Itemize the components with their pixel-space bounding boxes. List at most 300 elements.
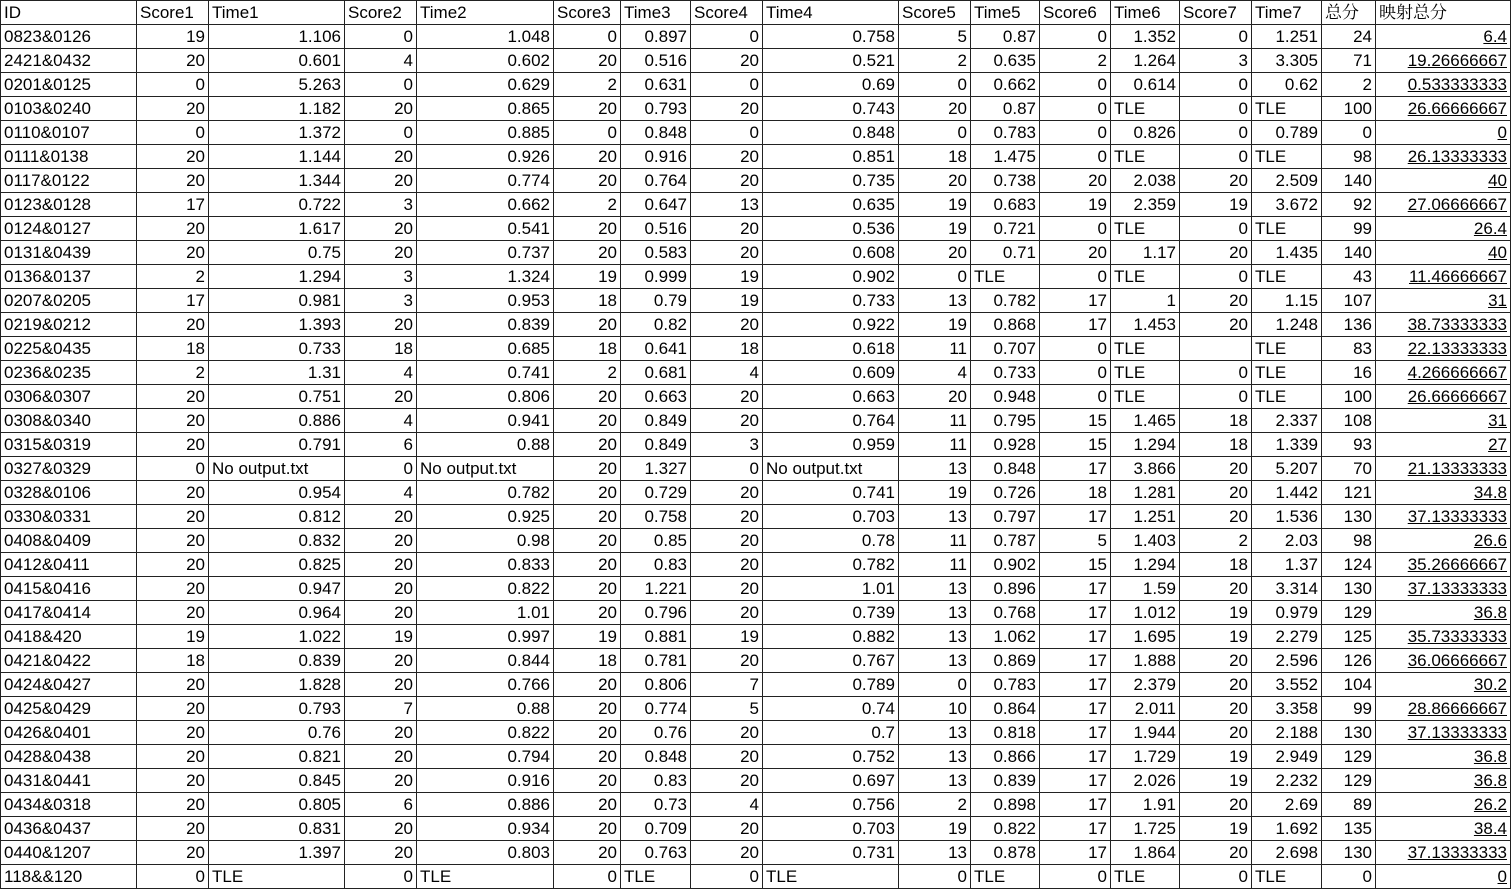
cell-total[interactable]: 70 <box>1322 457 1376 481</box>
cell-time1[interactable]: 5.263 <box>209 73 345 97</box>
cell-score6[interactable]: 17 <box>1040 721 1111 745</box>
cell-score5[interactable]: 2 <box>899 49 971 73</box>
cell-time3[interactable]: 0.793 <box>621 97 691 121</box>
cell-score6[interactable]: 15 <box>1040 433 1111 457</box>
cell-time2[interactable]: 1.324 <box>417 265 554 289</box>
cell-score7[interactable]: 19 <box>1180 625 1252 649</box>
cell-time3[interactable]: 0.516 <box>621 217 691 241</box>
cell-score1[interactable]: 0 <box>137 457 209 481</box>
cell-mapped-total[interactable]: 28.86666667 <box>1376 697 1511 721</box>
cell-time3[interactable]: 1.327 <box>621 457 691 481</box>
cell-score6[interactable]: 17 <box>1040 649 1111 673</box>
cell-time2[interactable]: 0.685 <box>417 337 554 361</box>
cell-score7[interactable]: 20 <box>1180 313 1252 337</box>
cell-score5[interactable]: 13 <box>899 457 971 481</box>
cell-mapped-total[interactable]: 35.26666667 <box>1376 553 1511 577</box>
cell-time2[interactable]: 0.602 <box>417 49 554 73</box>
cell-time7[interactable]: 2.03 <box>1252 529 1322 553</box>
cell-time5[interactable]: 0.782 <box>971 289 1040 313</box>
cell-score2[interactable]: 20 <box>345 97 417 121</box>
cell-score5[interactable]: 13 <box>899 625 971 649</box>
cell-total[interactable]: 99 <box>1322 217 1376 241</box>
cell-time7[interactable]: 1.248 <box>1252 313 1322 337</box>
cell-time3[interactable]: 0.583 <box>621 241 691 265</box>
cell-time7[interactable]: 2.509 <box>1252 169 1322 193</box>
cell-time3[interactable]: 0.774 <box>621 697 691 721</box>
cell-time1[interactable]: 0.751 <box>209 385 345 409</box>
cell-id[interactable]: 0434&0318 <box>1 793 137 817</box>
cell-time7[interactable]: 2.232 <box>1252 769 1322 793</box>
cell-score7[interactable]: 20 <box>1180 841 1252 865</box>
cell-score5[interactable]: 19 <box>899 817 971 841</box>
cell-score1[interactable]: 19 <box>137 25 209 49</box>
cell-score5[interactable]: 0 <box>899 865 971 889</box>
cell-time7[interactable]: 3.672 <box>1252 193 1322 217</box>
cell-score4[interactable]: 20 <box>691 769 763 793</box>
cell-time1[interactable]: 0.947 <box>209 577 345 601</box>
cell-score6[interactable]: 17 <box>1040 841 1111 865</box>
cell-time6[interactable]: 1.352 <box>1111 25 1180 49</box>
cell-time4[interactable]: 0.663 <box>763 385 899 409</box>
cell-time3[interactable]: 0.709 <box>621 817 691 841</box>
cell-score6[interactable]: 17 <box>1040 601 1111 625</box>
column-header-time3[interactable]: Time3 <box>621 1 691 25</box>
cell-score7[interactable]: 20 <box>1180 673 1252 697</box>
cell-time6[interactable]: 1.264 <box>1111 49 1180 73</box>
cell-mapped-total[interactable]: 26.66666667 <box>1376 385 1511 409</box>
cell-id[interactable]: 0306&0307 <box>1 385 137 409</box>
cell-score7[interactable]: 19 <box>1180 193 1252 217</box>
cell-score1[interactable]: 20 <box>137 553 209 577</box>
cell-score3[interactable]: 20 <box>554 721 621 745</box>
cell-score5[interactable]: 19 <box>899 481 971 505</box>
cell-time7[interactable]: 1.536 <box>1252 505 1322 529</box>
cell-score4[interactable]: 20 <box>691 505 763 529</box>
cell-score7[interactable]: 0 <box>1180 73 1252 97</box>
cell-mapped-total[interactable]: 38.4 <box>1376 817 1511 841</box>
cell-mapped-total[interactable]: 40 <box>1376 169 1511 193</box>
cell-score5[interactable]: 4 <box>899 361 971 385</box>
cell-time6[interactable]: 2.379 <box>1111 673 1180 697</box>
cell-time4[interactable]: 1.01 <box>763 577 899 601</box>
cell-id[interactable]: 0436&0437 <box>1 817 137 841</box>
cell-score6[interactable]: 18 <box>1040 481 1111 505</box>
cell-mapped-total[interactable]: 37.13333333 <box>1376 841 1511 865</box>
cell-total[interactable]: 136 <box>1322 313 1376 337</box>
cell-total[interactable]: 100 <box>1322 385 1376 409</box>
cell-score3[interactable]: 20 <box>554 169 621 193</box>
cell-time6[interactable]: TLE <box>1111 865 1180 889</box>
cell-score1[interactable]: 20 <box>137 673 209 697</box>
cell-time2[interactable]: 0.794 <box>417 745 554 769</box>
cell-time5[interactable]: 0.948 <box>971 385 1040 409</box>
cell-mapped-total[interactable]: 0.533333333 <box>1376 73 1511 97</box>
cell-score1[interactable]: 17 <box>137 193 209 217</box>
cell-score4[interactable]: 20 <box>691 97 763 121</box>
cell-time2[interactable]: 0.737 <box>417 241 554 265</box>
cell-total[interactable]: 99 <box>1322 697 1376 721</box>
cell-id[interactable]: 0136&0137 <box>1 265 137 289</box>
cell-score3[interactable]: 20 <box>554 313 621 337</box>
column-header-time7[interactable]: Time7 <box>1252 1 1322 25</box>
cell-score1[interactable]: 18 <box>137 337 209 361</box>
cell-score7[interactable]: 0 <box>1180 265 1252 289</box>
cell-time1[interactable]: 0.75 <box>209 241 345 265</box>
cell-time3[interactable]: 0.76 <box>621 721 691 745</box>
cell-time2[interactable]: 0.916 <box>417 769 554 793</box>
cell-id[interactable]: 2421&0432 <box>1 49 137 73</box>
cell-mapped-total[interactable]: 26.4 <box>1376 217 1511 241</box>
cell-time2[interactable]: 1.01 <box>417 601 554 625</box>
cell-mapped-total[interactable]: 4.266666667 <box>1376 361 1511 385</box>
cell-score4[interactable]: 3 <box>691 433 763 457</box>
cell-time6[interactable]: 1.17 <box>1111 241 1180 265</box>
cell-time5[interactable]: 0.721 <box>971 217 1040 241</box>
cell-time5[interactable]: 0.707 <box>971 337 1040 361</box>
cell-time5[interactable]: 0.898 <box>971 793 1040 817</box>
cell-time5[interactable]: 0.822 <box>971 817 1040 841</box>
cell-time6[interactable]: 1.453 <box>1111 313 1180 337</box>
cell-time2[interactable]: 0.88 <box>417 433 554 457</box>
cell-time5[interactable]: 0.783 <box>971 121 1040 145</box>
cell-time4[interactable]: 0.69 <box>763 73 899 97</box>
column-header-time6[interactable]: Time6 <box>1111 1 1180 25</box>
cell-time1[interactable]: 0.791 <box>209 433 345 457</box>
cell-time2[interactable]: 0.541 <box>417 217 554 241</box>
cell-score5[interactable]: 10 <box>899 697 971 721</box>
cell-time4[interactable]: 0.74 <box>763 697 899 721</box>
cell-time3[interactable]: 0.83 <box>621 769 691 793</box>
cell-score5[interactable]: 18 <box>899 145 971 169</box>
cell-score1[interactable]: 20 <box>137 217 209 241</box>
cell-total[interactable]: 130 <box>1322 577 1376 601</box>
cell-time5[interactable]: 0.839 <box>971 769 1040 793</box>
cell-time2[interactable]: 0.822 <box>417 577 554 601</box>
cell-total[interactable]: 16 <box>1322 361 1376 385</box>
cell-score3[interactable]: 20 <box>554 577 621 601</box>
cell-total[interactable]: 93 <box>1322 433 1376 457</box>
cell-total[interactable]: 140 <box>1322 241 1376 265</box>
cell-time7[interactable]: TLE <box>1252 361 1322 385</box>
cell-score4[interactable]: 20 <box>691 817 763 841</box>
cell-time6[interactable]: 1.403 <box>1111 529 1180 553</box>
cell-score5[interactable]: 13 <box>899 601 971 625</box>
cell-time3[interactable]: 0.631 <box>621 73 691 97</box>
cell-mapped-total[interactable]: 26.6 <box>1376 529 1511 553</box>
cell-id[interactable]: 0131&0439 <box>1 241 137 265</box>
cell-score7[interactable]: 20 <box>1180 793 1252 817</box>
cell-time3[interactable]: 0.796 <box>621 601 691 625</box>
cell-score3[interactable]: 2 <box>554 193 621 217</box>
cell-time5[interactable]: 1.062 <box>971 625 1040 649</box>
cell-time7[interactable]: 0.789 <box>1252 121 1322 145</box>
cell-score5[interactable]: 13 <box>899 577 971 601</box>
cell-time1[interactable]: 0.954 <box>209 481 345 505</box>
cell-time1[interactable]: 0.839 <box>209 649 345 673</box>
cell-time2[interactable]: 0.844 <box>417 649 554 673</box>
cell-score2[interactable]: 20 <box>345 145 417 169</box>
cell-time2[interactable]: 0.98 <box>417 529 554 553</box>
cell-score3[interactable]: 20 <box>554 769 621 793</box>
cell-time4[interactable]: 0.608 <box>763 241 899 265</box>
cell-time5[interactable]: 0.928 <box>971 433 1040 457</box>
cell-total[interactable]: 98 <box>1322 529 1376 553</box>
cell-score7[interactable]: 18 <box>1180 433 1252 457</box>
cell-time3[interactable]: 0.781 <box>621 649 691 673</box>
cell-score4[interactable]: 5 <box>691 697 763 721</box>
cell-score5[interactable]: 11 <box>899 409 971 433</box>
cell-time3[interactable]: 0.647 <box>621 193 691 217</box>
cell-time2[interactable]: 0.886 <box>417 793 554 817</box>
cell-score4[interactable]: 20 <box>691 649 763 673</box>
cell-time4[interactable]: 0.851 <box>763 145 899 169</box>
cell-time6[interactable]: 1.012 <box>1111 601 1180 625</box>
cell-time4[interactable]: 0.618 <box>763 337 899 361</box>
cell-time7[interactable]: 3.552 <box>1252 673 1322 697</box>
cell-score1[interactable]: 20 <box>137 481 209 505</box>
cell-time2[interactable]: 0.953 <box>417 289 554 313</box>
cell-score7[interactable]: 0 <box>1180 121 1252 145</box>
cell-time4[interactable]: 0.609 <box>763 361 899 385</box>
cell-time4[interactable]: 0.756 <box>763 793 899 817</box>
cell-score3[interactable]: 20 <box>554 457 621 481</box>
cell-time7[interactable]: 2.337 <box>1252 409 1322 433</box>
cell-time6[interactable]: 2.359 <box>1111 193 1180 217</box>
cell-score2[interactable]: 3 <box>345 289 417 313</box>
cell-score4[interactable]: 19 <box>691 625 763 649</box>
cell-score7[interactable]: 20 <box>1180 721 1252 745</box>
cell-time5[interactable]: 0.848 <box>971 457 1040 481</box>
cell-score5[interactable]: 2 <box>899 793 971 817</box>
cell-score4[interactable]: 13 <box>691 193 763 217</box>
cell-mapped-total[interactable]: 26.66666667 <box>1376 97 1511 121</box>
cell-time2[interactable]: 0.741 <box>417 361 554 385</box>
cell-score6[interactable]: 0 <box>1040 97 1111 121</box>
cell-time4[interactable]: No output.txt <box>763 457 899 481</box>
cell-score5[interactable]: 5 <box>899 25 971 49</box>
cell-score6[interactable]: 17 <box>1040 457 1111 481</box>
cell-score3[interactable]: 20 <box>554 505 621 529</box>
cell-mapped-total[interactable]: 37.13333333 <box>1376 577 1511 601</box>
cell-score2[interactable]: 20 <box>345 577 417 601</box>
cell-time3[interactable]: 0.881 <box>621 625 691 649</box>
cell-time7[interactable]: 2.949 <box>1252 745 1322 769</box>
cell-time4[interactable]: 0.7 <box>763 721 899 745</box>
cell-time5[interactable]: 0.868 <box>971 313 1040 337</box>
cell-time5[interactable]: 0.902 <box>971 553 1040 577</box>
cell-time6[interactable]: 1.695 <box>1111 625 1180 649</box>
column-header-time5[interactable]: Time5 <box>971 1 1040 25</box>
cell-time3[interactable]: 0.681 <box>621 361 691 385</box>
cell-time1[interactable]: 1.344 <box>209 169 345 193</box>
cell-total[interactable]: 121 <box>1322 481 1376 505</box>
cell-id[interactable]: 0418&420 <box>1 625 137 649</box>
cell-mapped-total[interactable]: 37.13333333 <box>1376 505 1511 529</box>
cell-time3[interactable]: 0.999 <box>621 265 691 289</box>
cell-time6[interactable]: 1.281 <box>1111 481 1180 505</box>
cell-mapped-total[interactable]: 30.2 <box>1376 673 1511 697</box>
cell-time4[interactable]: 0.536 <box>763 217 899 241</box>
cell-score1[interactable]: 2 <box>137 361 209 385</box>
cell-time5[interactable]: 0.787 <box>971 529 1040 553</box>
cell-score6[interactable]: 17 <box>1040 817 1111 841</box>
cell-time7[interactable]: 1.442 <box>1252 481 1322 505</box>
cell-score6[interactable]: 0 <box>1040 385 1111 409</box>
cell-score3[interactable]: 2 <box>554 73 621 97</box>
cell-score3[interactable]: 0 <box>554 865 621 889</box>
cell-time3[interactable]: 1.221 <box>621 577 691 601</box>
cell-id[interactable]: 0431&0441 <box>1 769 137 793</box>
column-header-time1[interactable]: Time1 <box>209 1 345 25</box>
cell-time4[interactable]: 0.743 <box>763 97 899 121</box>
column-header-score6[interactable]: Score6 <box>1040 1 1111 25</box>
cell-time2[interactable]: 0.662 <box>417 193 554 217</box>
cell-time5[interactable]: 0.878 <box>971 841 1040 865</box>
cell-time7[interactable]: TLE <box>1252 97 1322 121</box>
cell-time6[interactable]: 2.011 <box>1111 697 1180 721</box>
cell-time7[interactable]: 5.207 <box>1252 457 1322 481</box>
cell-time4[interactable]: 0.703 <box>763 505 899 529</box>
cell-score4[interactable]: 20 <box>691 721 763 745</box>
cell-score2[interactable]: 20 <box>345 673 417 697</box>
cell-score2[interactable]: 4 <box>345 481 417 505</box>
cell-time3[interactable]: 0.763 <box>621 841 691 865</box>
cell-time4[interactable]: 0.959 <box>763 433 899 457</box>
cell-id[interactable]: 118&&120 <box>1 865 137 889</box>
cell-mapped-total[interactable]: 36.06666667 <box>1376 649 1511 673</box>
cell-score3[interactable]: 20 <box>554 481 621 505</box>
cell-time1[interactable]: 0.964 <box>209 601 345 625</box>
cell-score6[interactable]: 0 <box>1040 121 1111 145</box>
cell-time2[interactable]: 0.806 <box>417 385 554 409</box>
cell-score3[interactable]: 20 <box>554 553 621 577</box>
cell-time4[interactable]: TLE <box>763 865 899 889</box>
cell-time2[interactable]: 0.803 <box>417 841 554 865</box>
cell-id[interactable]: 0124&0127 <box>1 217 137 241</box>
cell-score5[interactable]: 20 <box>899 97 971 121</box>
cell-time6[interactable]: 1.251 <box>1111 505 1180 529</box>
cell-time2[interactable]: TLE <box>417 865 554 889</box>
cell-total[interactable]: 124 <box>1322 553 1376 577</box>
cell-time3[interactable]: 0.85 <box>621 529 691 553</box>
cell-id[interactable]: 0327&0329 <box>1 457 137 481</box>
cell-id[interactable]: 0328&0106 <box>1 481 137 505</box>
cell-time2[interactable]: 0.885 <box>417 121 554 145</box>
cell-score6[interactable]: 19 <box>1040 193 1111 217</box>
cell-time6[interactable]: TLE <box>1111 385 1180 409</box>
cell-score4[interactable]: 19 <box>691 289 763 313</box>
cell-score4[interactable]: 0 <box>691 25 763 49</box>
cell-total[interactable]: 129 <box>1322 601 1376 625</box>
cell-time5[interactable]: 0.87 <box>971 97 1040 121</box>
cell-score3[interactable]: 20 <box>554 385 621 409</box>
cell-score2[interactable]: 20 <box>345 553 417 577</box>
cell-time6[interactable]: TLE <box>1111 361 1180 385</box>
cell-score5[interactable]: 20 <box>899 385 971 409</box>
cell-time6[interactable]: 1.729 <box>1111 745 1180 769</box>
cell-mapped-total[interactable]: 31 <box>1376 409 1511 433</box>
cell-time1[interactable]: 1.372 <box>209 121 345 145</box>
column-header-score1[interactable]: Score1 <box>137 1 209 25</box>
cell-mapped-total[interactable]: 22.13333333 <box>1376 337 1511 361</box>
cell-score4[interactable]: 20 <box>691 241 763 265</box>
cell-time7[interactable]: 1.435 <box>1252 241 1322 265</box>
cell-score2[interactable]: 20 <box>345 241 417 265</box>
cell-id[interactable]: 0428&0438 <box>1 745 137 769</box>
cell-time5[interactable]: 1.475 <box>971 145 1040 169</box>
cell-time5[interactable]: 0.683 <box>971 193 1040 217</box>
cell-score6[interactable]: 0 <box>1040 865 1111 889</box>
cell-id[interactable]: 0415&0416 <box>1 577 137 601</box>
cell-time7[interactable]: 0.979 <box>1252 601 1322 625</box>
cell-mapped-total[interactable]: 27 <box>1376 433 1511 457</box>
cell-mapped-total[interactable]: 38.73333333 <box>1376 313 1511 337</box>
cell-time4[interactable]: 0.902 <box>763 265 899 289</box>
cell-time3[interactable]: 0.897 <box>621 25 691 49</box>
cell-score3[interactable]: 20 <box>554 745 621 769</box>
cell-time2[interactable]: 0.833 <box>417 553 554 577</box>
cell-score7[interactable]: 20 <box>1180 697 1252 721</box>
cell-time1[interactable]: 0.821 <box>209 745 345 769</box>
cell-score7[interactable]: 0 <box>1180 145 1252 169</box>
cell-total[interactable]: 0 <box>1322 865 1376 889</box>
cell-time3[interactable]: TLE <box>621 865 691 889</box>
cell-score7[interactable]: 0 <box>1180 97 1252 121</box>
cell-score4[interactable]: 7 <box>691 673 763 697</box>
cell-score1[interactable]: 0 <box>137 865 209 889</box>
cell-id[interactable]: 0330&0331 <box>1 505 137 529</box>
column-header-time2[interactable]: Time2 <box>417 1 554 25</box>
cell-time5[interactable]: 0.797 <box>971 505 1040 529</box>
cell-score6[interactable]: 17 <box>1040 673 1111 697</box>
cell-score2[interactable]: 7 <box>345 697 417 721</box>
cell-time5[interactable]: 0.71 <box>971 241 1040 265</box>
cell-time3[interactable]: 0.764 <box>621 169 691 193</box>
cell-time1[interactable]: No output.txt <box>209 457 345 481</box>
cell-time2[interactable]: No output.txt <box>417 457 554 481</box>
cell-score2[interactable]: 20 <box>345 601 417 625</box>
cell-score3[interactable]: 18 <box>554 337 621 361</box>
cell-score7[interactable] <box>1180 337 1252 361</box>
cell-score5[interactable]: 13 <box>899 841 971 865</box>
cell-score1[interactable]: 18 <box>137 649 209 673</box>
cell-score1[interactable]: 20 <box>137 577 209 601</box>
cell-score7[interactable]: 0 <box>1180 385 1252 409</box>
cell-time7[interactable]: TLE <box>1252 337 1322 361</box>
cell-id[interactable]: 0424&0427 <box>1 673 137 697</box>
cell-score6[interactable]: 17 <box>1040 745 1111 769</box>
cell-score6[interactable]: 20 <box>1040 241 1111 265</box>
cell-score6[interactable]: 0 <box>1040 25 1111 49</box>
cell-time2[interactable]: 0.88 <box>417 697 554 721</box>
cell-time6[interactable]: TLE <box>1111 145 1180 169</box>
cell-total[interactable]: 140 <box>1322 169 1376 193</box>
cell-score2[interactable]: 0 <box>345 25 417 49</box>
cell-time6[interactable]: 0.614 <box>1111 73 1180 97</box>
cell-score2[interactable]: 18 <box>345 337 417 361</box>
cell-score5[interactable]: 0 <box>899 73 971 97</box>
cell-score7[interactable]: 20 <box>1180 481 1252 505</box>
cell-time7[interactable]: 1.37 <box>1252 553 1322 577</box>
cell-score2[interactable]: 20 <box>345 505 417 529</box>
cell-total[interactable]: 0 <box>1322 121 1376 145</box>
cell-id[interactable]: 0110&0107 <box>1 121 137 145</box>
cell-time5[interactable]: 0.795 <box>971 409 1040 433</box>
cell-score1[interactable]: 19 <box>137 625 209 649</box>
cell-score6[interactable]: 17 <box>1040 313 1111 337</box>
cell-score6[interactable]: 0 <box>1040 145 1111 169</box>
cell-time7[interactable]: 2.596 <box>1252 649 1322 673</box>
